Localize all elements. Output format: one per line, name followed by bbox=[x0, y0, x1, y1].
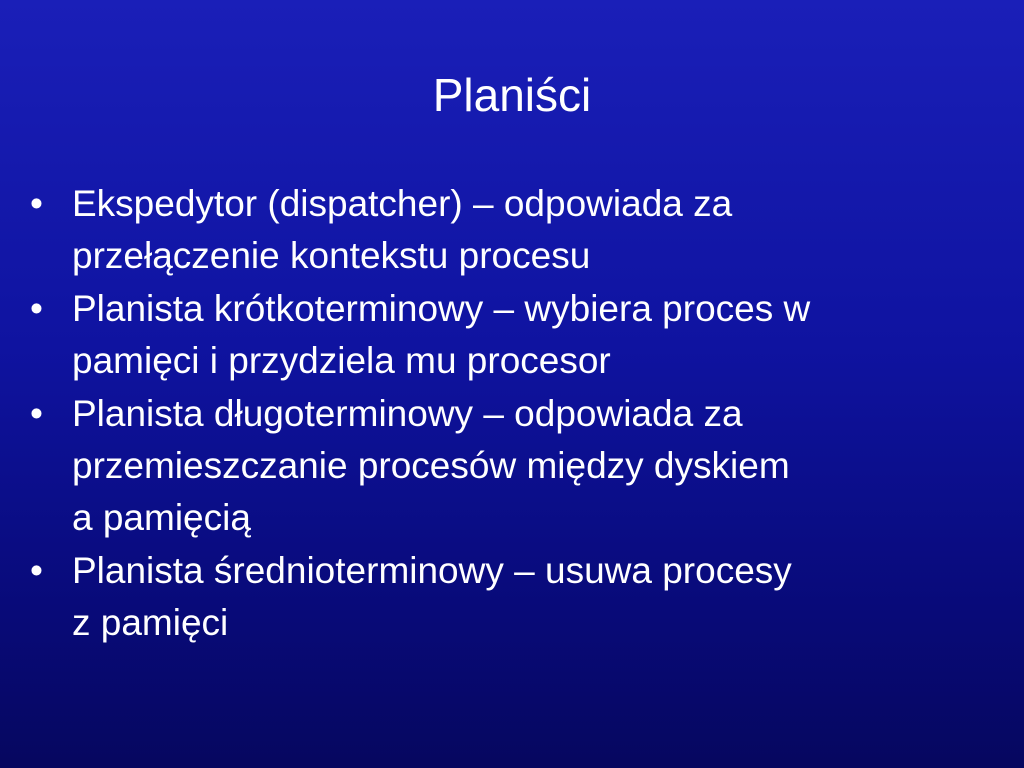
bullet-item bbox=[30, 545, 1005, 649]
bullet-text-line: przełączenie kontekstu procesu bbox=[72, 235, 591, 276]
bullet-text-line: Planista długoterminowy – odpowiada za bbox=[72, 393, 743, 434]
bullet-text-line: Planista krótkoterminowy – wybiera proces w bbox=[72, 288, 811, 329]
bullet-dot-icon: • bbox=[30, 288, 43, 329]
slide-title: Planiści bbox=[432, 69, 592, 121]
bullet-dot-icon: • bbox=[30, 550, 43, 591]
bullet-text-line: a pamięcią bbox=[72, 497, 251, 538]
bullet-item bbox=[30, 283, 1005, 387]
bullet-text-line: Ekspedytor (dispatcher) – odpowiada za bbox=[72, 183, 733, 224]
bullet-text-line: pamięci i przydziela mu procesor bbox=[72, 340, 611, 381]
bullet-dot-icon: • bbox=[30, 183, 43, 224]
bullet-list bbox=[30, 178, 1005, 650]
bullet-text-line: z pamięci bbox=[72, 602, 229, 643]
bullet-text-line: przemieszczanie procesów między dyskiem bbox=[72, 445, 790, 486]
bullet-dot-icon: • bbox=[30, 393, 43, 434]
bullet-item bbox=[30, 388, 1005, 544]
bullet-item bbox=[30, 178, 1005, 282]
bullet-text-line: Planista średnioterminowy – usuwa procesy bbox=[72, 550, 792, 591]
